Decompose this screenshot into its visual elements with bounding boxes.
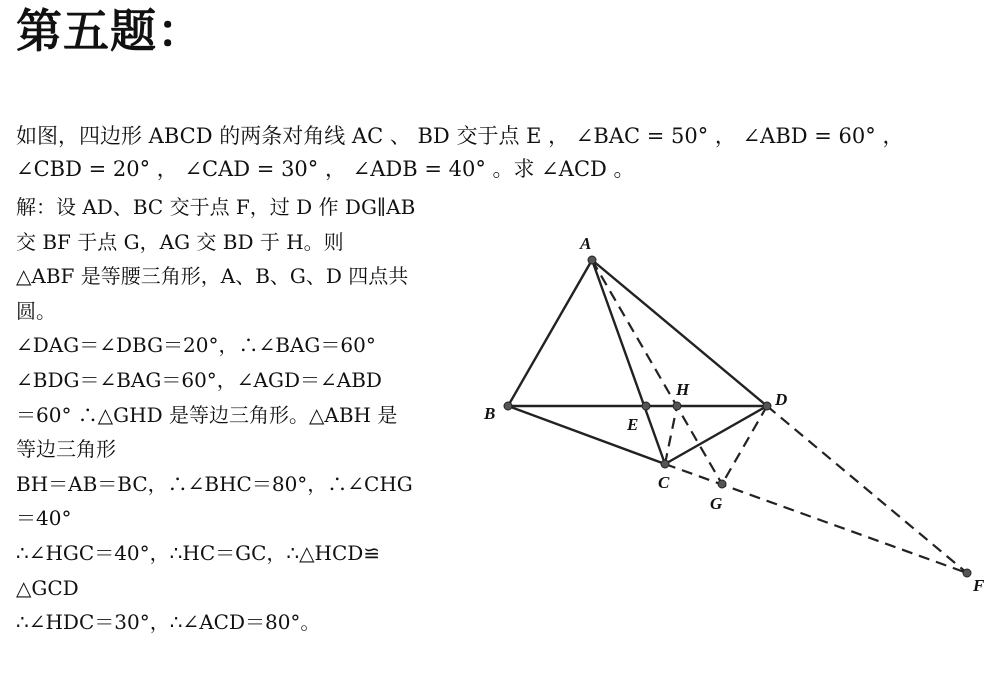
label-f: F xyxy=(973,576,985,595)
label-h: H xyxy=(676,380,690,399)
solution-line: ＝60° ∴△GHD 是等边三角形。△ABH 是 xyxy=(16,402,398,427)
problem-statement xyxy=(16,120,976,186)
label-c: C xyxy=(658,473,670,492)
solution-line: ∠DAG＝∠DBG＝20°，∴∠BAG＝60° xyxy=(16,333,376,358)
dashed-df xyxy=(767,406,967,573)
page-title: 第五题： xyxy=(16,4,204,58)
label-d: D xyxy=(775,390,788,409)
solution-line: △ABF 是等腰三角形，A、B、G、D 四点共 xyxy=(16,264,409,289)
dashed-ag xyxy=(592,260,722,484)
solution-line: ∴∠HDC＝30°，∴∠ACD＝80°。 xyxy=(16,610,321,635)
problem-line: ∠CBD = 20° ， ∠CAD = 30° ， ∠ADB = 40° 。求 ∠ACD 。 xyxy=(16,157,635,181)
point-g xyxy=(718,480,726,488)
dashed-ch xyxy=(665,406,677,464)
solution-line: ∠BDG＝∠BAG＝60°，∠AGD＝∠ABD xyxy=(16,367,382,392)
solution-line: 等边三角形 xyxy=(16,437,116,462)
point-e xyxy=(642,402,650,410)
solution-line: ∴∠HGC＝40°，∴HC＝GC，∴△HCD≌ xyxy=(16,540,381,565)
label-a: A xyxy=(580,234,592,253)
dashed-cf xyxy=(665,464,967,573)
point-f xyxy=(963,569,971,577)
solution-line: ＝40° xyxy=(16,506,72,531)
problem-line: 如图，四边形 ABCD 的两条对角线 AC 、 BD 交于点 E ， ∠BAC = 50° ， ∠ABD = 60° ， xyxy=(16,124,904,148)
solution-line: 交 BF 于点 G，AG 交 BD 于 H。则 xyxy=(16,229,344,254)
label-b: B xyxy=(484,404,496,423)
segment-ab xyxy=(508,260,592,406)
label-g: G xyxy=(710,494,723,513)
point-a xyxy=(588,256,596,264)
solution-line: △GCD xyxy=(16,575,79,600)
solution-line: BH＝AB＝BC，∴∠BHC＝80°，∴∠CHG xyxy=(16,471,413,496)
segment-cd xyxy=(665,406,767,464)
solution-line: 圆。 xyxy=(16,298,56,323)
segment-bc xyxy=(508,406,665,464)
solution-line: 解：设 AD、BC 交于点 F，过 D 作 DG∥AB xyxy=(16,195,416,219)
solution-text xyxy=(16,190,461,640)
point-d xyxy=(763,402,771,410)
label-e: E xyxy=(627,415,639,434)
point-b xyxy=(504,402,512,410)
geometry-figure xyxy=(470,225,990,605)
point-c xyxy=(661,460,669,468)
point-h xyxy=(673,402,681,410)
